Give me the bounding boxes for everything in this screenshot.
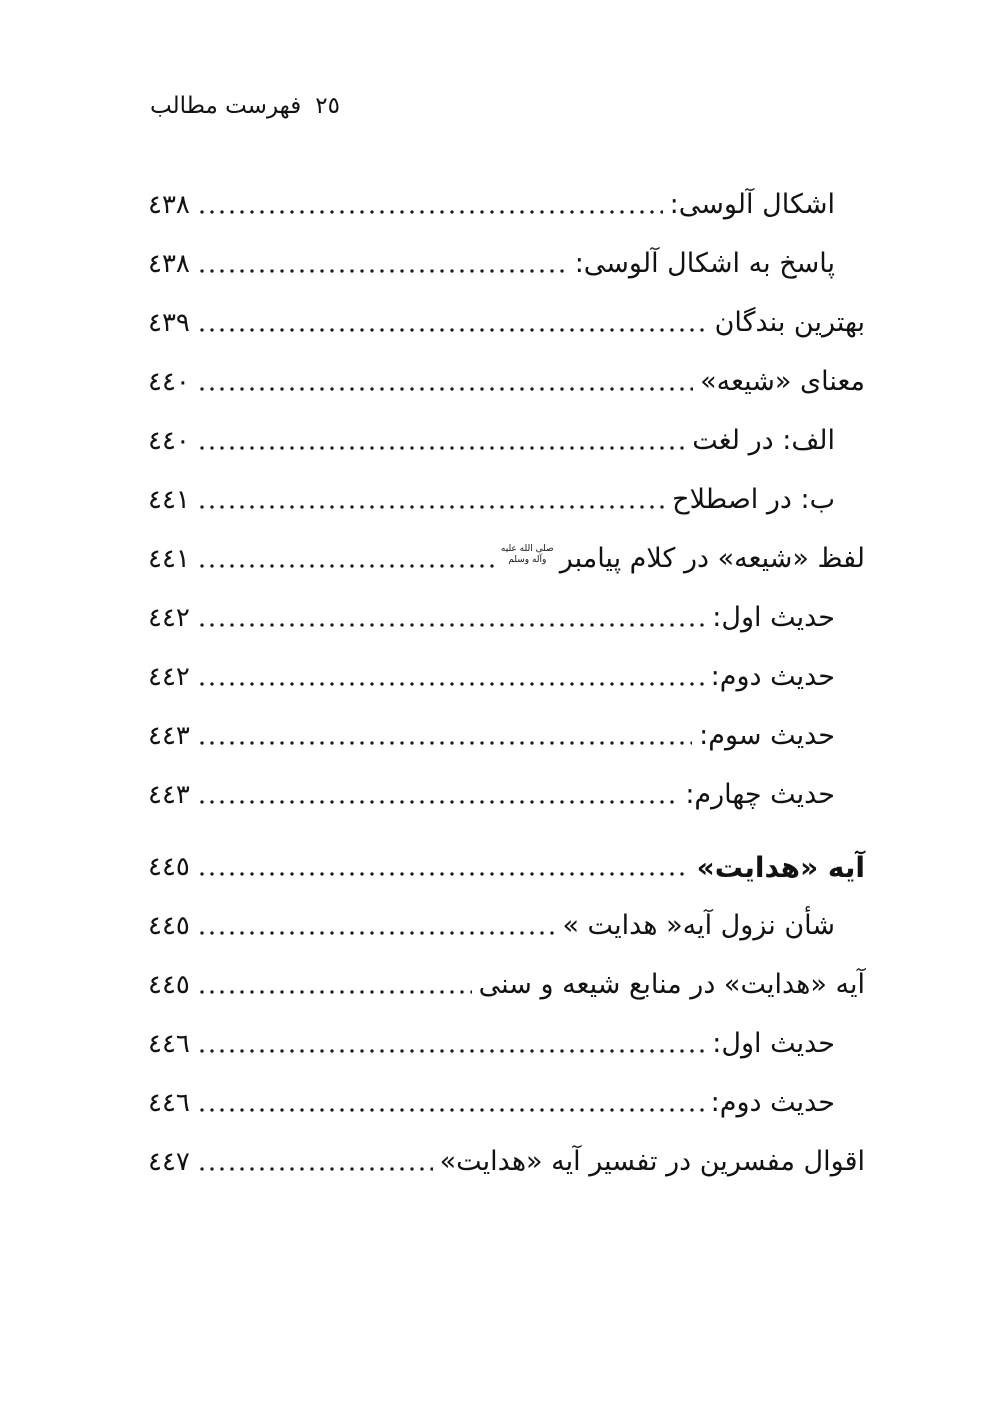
toc-entry-title: حدیث دوم:: [710, 661, 835, 693]
toc-entry: [148, 530, 865, 589]
toc-entry-title-wrap: [712, 1024, 835, 1065]
toc-entry-page-number: ٤٤٣: [148, 721, 190, 751]
toc-entry: [148, 648, 865, 707]
toc-entry-page-number: ٤٤١: [148, 544, 190, 574]
running-header: [150, 90, 340, 122]
toc-entry: [148, 1015, 865, 1074]
toc-entry-title-wrap: [699, 716, 835, 757]
toc-entry: [148, 176, 865, 235]
toc-entry-title: حدیث دوم:: [710, 1087, 835, 1119]
dot-leader: [197, 505, 665, 509]
toc-entry: [148, 1133, 865, 1192]
toc-entry-title: پاسخ به اشکال آلوسی:: [574, 248, 835, 280]
dot-leader: [197, 623, 705, 627]
toc-entry-title: شأن نزول آیه« هدایت »: [562, 910, 835, 942]
toc-entry: [148, 707, 865, 766]
toc-entry-title-wrap: [692, 421, 835, 462]
toc-entry-title: بهترین بندگان: [714, 307, 865, 339]
toc-entry-title-wrap: [501, 539, 865, 580]
toc-entry-page-number: ٤٤٠: [148, 367, 190, 397]
toc-entry-page-number: ٤٣٨: [148, 249, 190, 279]
dot-leader: [197, 741, 692, 745]
toc-entry-title: حدیث اول:: [712, 602, 835, 634]
toc-entry-title: آیه «هدایت»: [696, 850, 865, 884]
dot-leader: [197, 800, 678, 804]
running-header-title: فهرست مطالب: [150, 93, 302, 119]
toc-entry-title: لفظ «شیعه» در کلام پیامبر: [559, 543, 865, 575]
toc-entry-title-wrap: [715, 303, 865, 344]
dot-leader: [197, 1049, 705, 1053]
dot-leader: [197, 990, 472, 994]
toc-entry-page-number: ٤٤٥: [148, 911, 190, 941]
toc-entry-page-number: ٤٣٩: [148, 308, 190, 338]
toc-entry-title: ب: در اصطلاح: [672, 484, 835, 516]
dot-leader: [197, 682, 704, 686]
running-header-page-number: ٢٥: [315, 93, 340, 119]
dot-leader: [197, 387, 693, 391]
toc-entry-title: معنای «شیعه»: [700, 366, 865, 398]
toc-entry: [148, 353, 865, 412]
toc-entry-title-wrap: [440, 1142, 865, 1183]
toc-entry-title: آیه «هدایت» در منابع شیعه و سنی: [478, 969, 865, 1001]
toc-entry-title-wrap: [697, 847, 865, 889]
toc-entry: [148, 589, 865, 648]
toc-entry-page-number: ٤٤٦: [148, 1029, 190, 1059]
toc-entry-title-wrap: [685, 775, 835, 816]
toc-entry-title-wrap: [672, 480, 835, 521]
toc-entry-page-number: ٤٤٥: [148, 970, 190, 1000]
toc-entry: [148, 956, 865, 1015]
toc-entry-page-number: ٤٤٧: [148, 1147, 190, 1177]
toc-list: [148, 176, 865, 1192]
dot-leader: [197, 1167, 433, 1171]
dot-leader: [197, 328, 708, 332]
toc-entry-title-wrap: [712, 598, 835, 639]
dot-leader: [197, 564, 494, 568]
toc-entry: [148, 1074, 865, 1133]
toc-entry-title-wrap: [711, 1083, 835, 1124]
toc-entry-title: اشکال آلوسی:: [669, 189, 835, 221]
toc-entry: [148, 412, 865, 471]
toc-entry-title: الف: در لغت: [692, 425, 835, 457]
toc-entry-title-wrap: [670, 185, 835, 226]
toc-entry-title-wrap: [575, 244, 835, 285]
toc-entry-page-number: ٤٤٣: [148, 780, 190, 810]
toc-entry: [148, 471, 865, 530]
honorific-line-1: صلى الله عليه: [500, 544, 554, 555]
toc-entry-title-wrap: [700, 362, 865, 403]
toc-entry-page-number: ٤٤٥: [148, 852, 190, 882]
toc-entry-page-number: ٤٤٢: [148, 662, 190, 692]
toc-entry-page-number: ٤٣٨: [148, 190, 190, 220]
toc-entry: [148, 294, 865, 353]
honorific-line-2: وآله وسلم: [508, 554, 547, 565]
toc-entry-title: حدیث چهارم:: [685, 779, 835, 811]
toc-entry-title-wrap: [562, 906, 835, 947]
prophet-honorific-seal: [501, 544, 554, 565]
toc-entry: [148, 766, 865, 825]
toc-entry-page-number: ٤٤٠: [148, 426, 190, 456]
dot-leader: [197, 446, 685, 450]
dot-leader: [197, 1108, 704, 1112]
toc-entry-page-number: ٤٤٦: [148, 1088, 190, 1118]
toc-entry: [148, 897, 865, 956]
toc-entry-title-wrap: [711, 657, 835, 698]
toc-entry-title-wrap: [479, 965, 865, 1006]
dot-leader: [197, 269, 568, 273]
toc-entry-title: حدیث اول:: [712, 1028, 835, 1060]
toc-entry-title: اقوال مفسرین در تفسیر آیه «هدایت»: [439, 1146, 865, 1178]
toc-entry-title: حدیث سوم:: [699, 720, 835, 752]
dot-leader: [197, 931, 556, 935]
toc-entry: [148, 838, 865, 897]
toc-entry-page-number: ٤٤١: [148, 485, 190, 515]
dot-leader: [197, 210, 663, 214]
toc-entry-page-number: ٤٤٢: [148, 603, 190, 633]
dot-leader: [197, 872, 690, 876]
toc-entry: [148, 235, 865, 294]
